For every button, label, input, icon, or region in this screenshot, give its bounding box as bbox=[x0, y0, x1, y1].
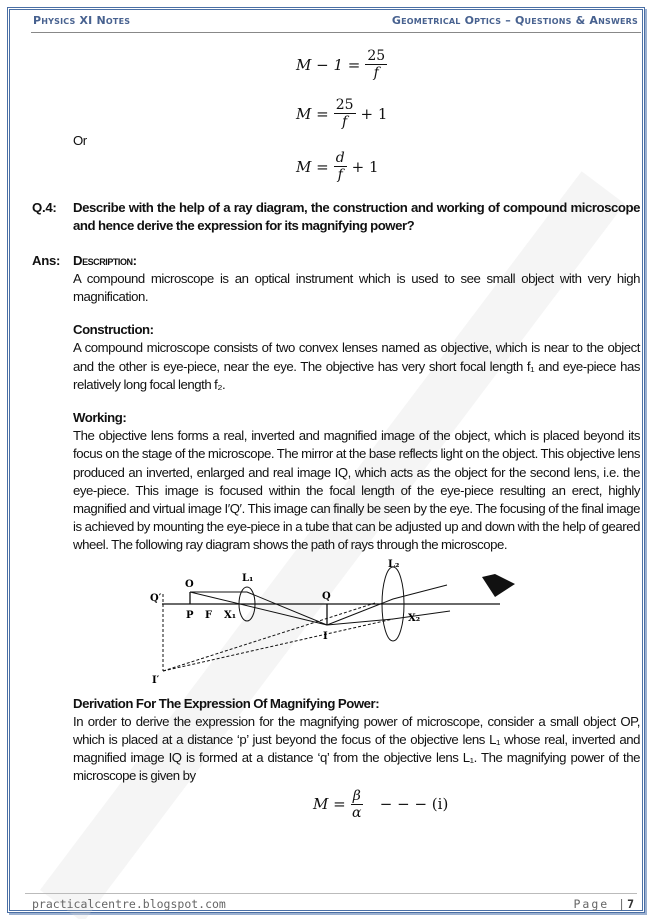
construction-text: A compound microscope consists of two convex lenses named as objective, which is near to the object and the other is eye-piece, near the eye. The objective has very short focal length f₁ and eye-piece has relatively long focal length f₂. bbox=[73, 340, 640, 392]
label-p: P bbox=[186, 609, 194, 621]
question-label: Q.4: bbox=[32, 200, 57, 216]
header-left: Physics XI Notes bbox=[33, 14, 131, 27]
eq3-num: d bbox=[335, 150, 345, 167]
label-q: Q bbox=[322, 590, 331, 602]
content bbox=[32, 44, 640, 821]
equation-1 bbox=[296, 48, 640, 81]
working-heading: Working: bbox=[73, 410, 127, 426]
eq4-lhs: M = bbox=[313, 795, 346, 814]
derivation-text: In order to derive the expression for the magnifying power of microscope, consider a small object OP, which is placed at a distance ‘p’ just beyond the focus of the objective lens L₁ whose real, inverted and magnified image IQ is formed at a distance ‘q’ from the objective lens L₁. The magnifying power of the microscope is given by bbox=[73, 713, 640, 784]
label-i-prime: I′ bbox=[152, 674, 160, 686]
ray-diagram bbox=[150, 559, 540, 687]
eq2-den: f bbox=[342, 114, 348, 130]
eye-icon bbox=[482, 574, 515, 597]
footer-page-label: Page bbox=[573, 897, 610, 911]
question bbox=[32, 199, 640, 235]
eq2-lhs: M = bbox=[296, 104, 329, 123]
question-text: Describe with the help of a ray diagram, the construction and working of compound microscope and hence derive the expression for its magnifying power? bbox=[73, 200, 640, 234]
eq2-rhs: + 1 bbox=[360, 104, 388, 123]
footer-page: Page |7 bbox=[573, 897, 636, 911]
description-heading: Description: bbox=[73, 252, 137, 268]
label-q-prime: Q′ bbox=[150, 592, 162, 604]
label-l2: L₂ bbox=[388, 558, 400, 570]
eq3-den: f bbox=[337, 167, 343, 184]
eq3-rhs: + 1 bbox=[351, 157, 379, 176]
label-l1: L₁ bbox=[242, 572, 254, 584]
label-i: I bbox=[323, 630, 328, 642]
construction-heading: Construction: bbox=[73, 322, 154, 338]
eq1-den: f bbox=[373, 65, 379, 81]
equation-4 bbox=[313, 788, 640, 821]
label-o: O bbox=[185, 578, 194, 590]
working-text: The objective lens forms a real, inverted and magnified image of the object, which is placed beyond its focus on the stage of the microscope. The mirror at the base reflects light on the object. This objective lens produced an inverted, enlarged and real image IQ, which acts as the object for the second lens, i.e. the eye-piece. This image is focused within the focal length of the eye-piece resulting an erect, highly magnified and virtual image I′Q′. This image can finally be seen by the eye. The focusing of the final image is achieved by mounting the eye-piece in a tube that can be adjusted up and down with the help of geared wheel. The following ray diagram shows the path of rays through the microscope. bbox=[73, 428, 640, 553]
eq1-num: 25 bbox=[367, 48, 386, 64]
answer bbox=[32, 252, 640, 270]
footer-page-number: 7 bbox=[627, 897, 636, 911]
eq2-num: 25 bbox=[335, 97, 354, 113]
label-f: F bbox=[205, 609, 213, 621]
header-right: Geometrical Optics – Questions & Answers bbox=[391, 14, 638, 27]
footer-divider bbox=[25, 893, 637, 894]
or-text: Or bbox=[73, 133, 87, 148]
answer-label: Ans: bbox=[32, 252, 61, 268]
label-x2: X₂ bbox=[408, 612, 421, 624]
label-x1: X₁ bbox=[224, 609, 237, 621]
description-text: A compound microscope is an optical instrument which is used to see small object with very high magnification. bbox=[73, 270, 640, 305]
derivation-heading: Derivation For The Expression Of Magnifying Power: bbox=[73, 695, 380, 711]
eq3-lhs: M = bbox=[296, 157, 329, 176]
equation-2 bbox=[296, 97, 640, 130]
header-divider bbox=[31, 32, 641, 33]
eq4-rhs: − − − (i) bbox=[379, 795, 449, 814]
eq4-den: α bbox=[352, 804, 362, 821]
eq1-lhs: M − 1 = bbox=[296, 55, 361, 74]
footer-site: practicalcentre.blogspot.com bbox=[32, 897, 226, 911]
eq4-num: β bbox=[352, 787, 361, 804]
equation-3 bbox=[296, 150, 640, 183]
